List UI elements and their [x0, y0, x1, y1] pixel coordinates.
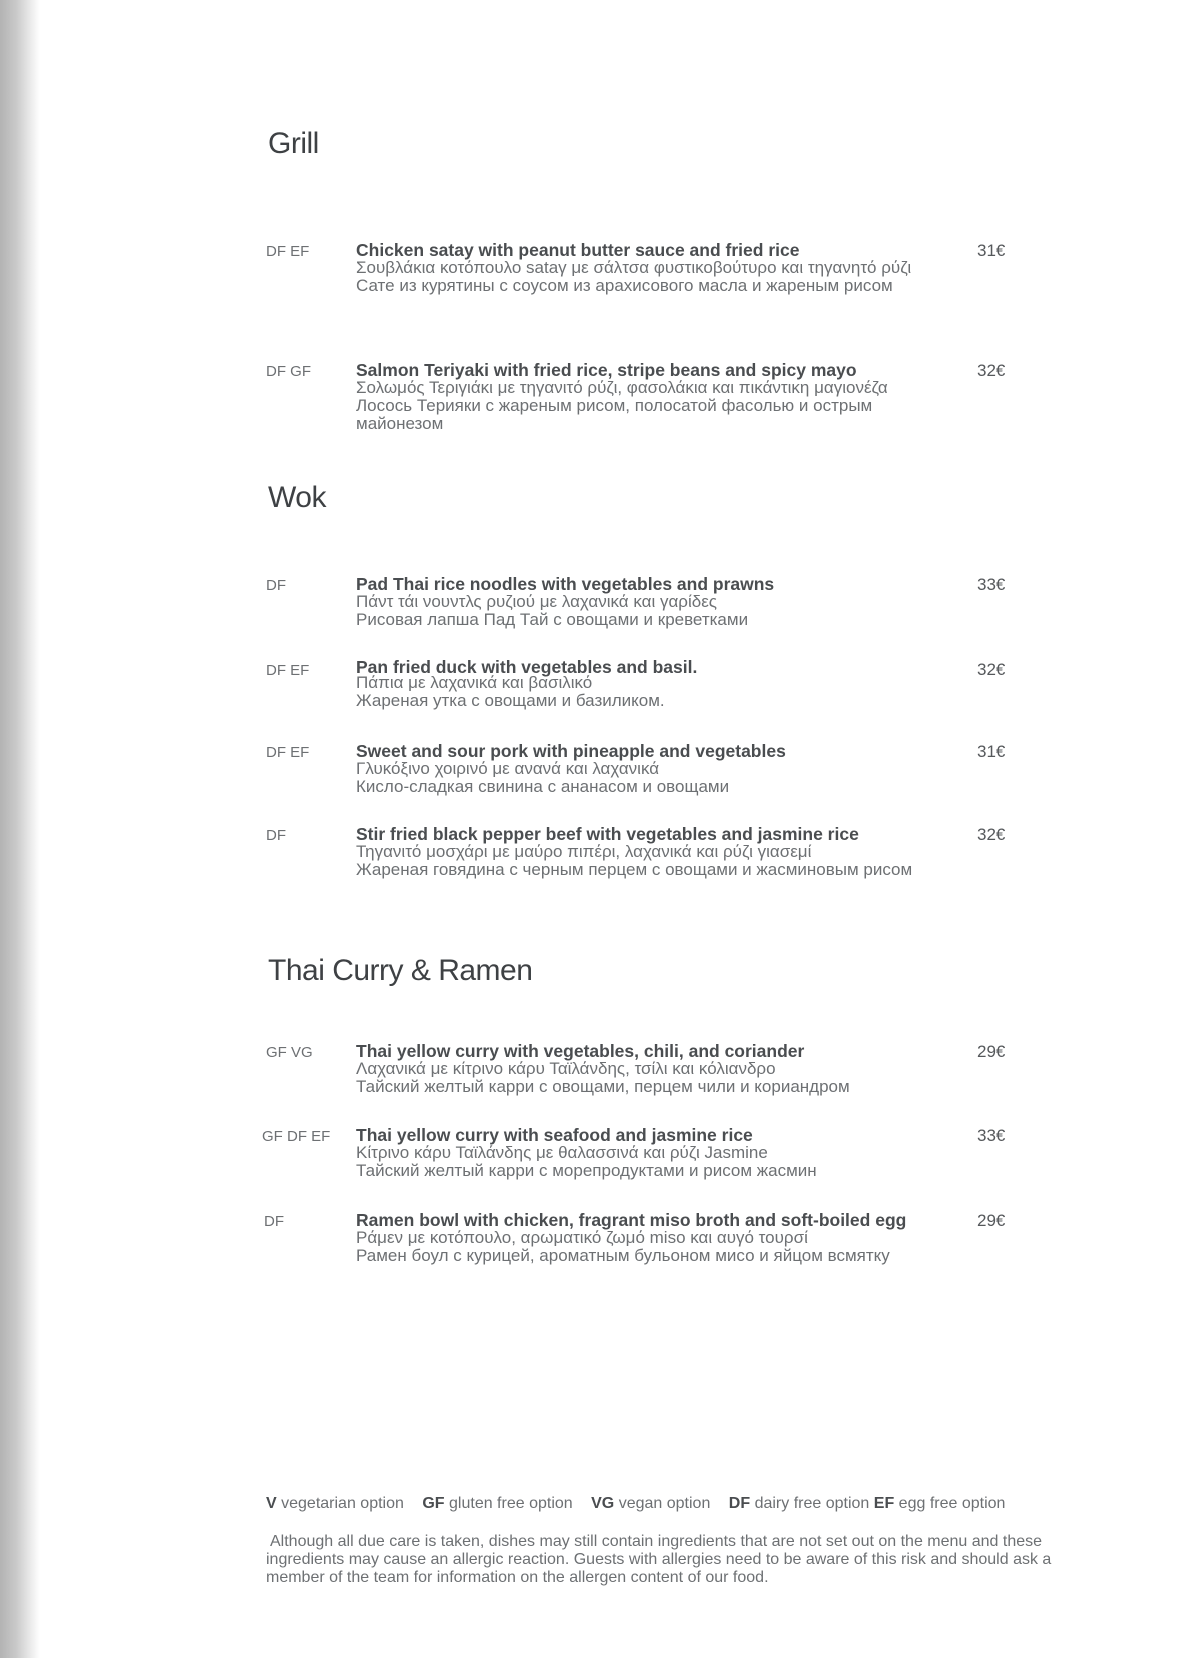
dish-name: Sweet and sour pork with pineapple and vegetables: [356, 741, 786, 761]
diet-tags: DF: [266, 577, 286, 594]
dish-name-greek: Ράμεν με κοτόπουλο, αρωματικό ζωμό miso και αυγό τουρσί: [356, 1228, 808, 1247]
dish-name-russian: Рисовая лапша Пад Тай с овощами и креветками: [356, 610, 749, 629]
diet-tags: DF EF: [266, 243, 310, 260]
section-title-grill: Grill: [268, 127, 319, 160]
legend-label: dairy free option: [754, 1495, 870, 1512]
dish-name: Stir fried black pepper beef with vegetables and jasmine rice: [356, 824, 859, 844]
legend-code: EF: [873, 1495, 895, 1512]
dish-name-greek: Πάπια με λαχανικά και βασιλικό: [356, 673, 593, 692]
dish-name: Salmon Teriyaki with fried rice, stripe beans and spicy mayo: [356, 360, 857, 380]
section-title-thai-curry-ramen: Thai Curry & Ramen: [268, 954, 533, 987]
dish-name: Ramen bowl with chicken, fragrant miso broth and soft-boiled egg: [356, 1210, 907, 1230]
dish-price: 32€: [977, 660, 1006, 679]
legend-code: VG: [591, 1495, 615, 1512]
diet-tags: DF GF: [266, 363, 311, 380]
dish-name-greek: Τηγανιτό μοσχάρι με μαύρο πιπέρι, λαχανικά και ρύζι γιασεμί: [356, 842, 812, 861]
dish-name: Chicken satay with peanut butter sauce and fried rice: [356, 240, 800, 260]
dish-price: 29€: [977, 1042, 1006, 1061]
diet-tags: DF: [264, 1213, 284, 1230]
dish-name-russian: Тайский желтый карри с морепродуктами и рисом жасмин: [356, 1161, 817, 1180]
legend-code: GF: [422, 1495, 445, 1512]
dish-name-russian: Тайский желтый карри с овощами, перцем чили и кориандром: [356, 1077, 850, 1096]
legend-label: vegetarian option: [281, 1495, 404, 1512]
dish-name-russian: Сате из курятины с соусом из арахисового масла и жареным рисом: [356, 276, 893, 295]
diet-tags: DF EF: [266, 662, 310, 679]
dish-price: 31€: [977, 742, 1006, 761]
dish-name-greek: Κίτρινο κάρυ Ταϊλάνδης με θαλασσινά και ρύζι Jasmine: [356, 1143, 768, 1162]
dish-name-russian: Рамен боул с курицей, ароматным бульоном мисо и яйцом всмятку: [356, 1246, 890, 1265]
dish-name-russian: Жареная говядина с черным перцем с овощами и жасминовым рисом: [356, 860, 913, 879]
legend-code: DF: [728, 1495, 751, 1512]
dish-name-greek: Πάντ τάι νουντλς ρυζιού με λαχανικά και γαρίδες: [356, 592, 717, 611]
legend-label: egg free option: [898, 1495, 1006, 1512]
dish-name: Thai yellow curry with vegetables, chili, and coriander: [356, 1041, 805, 1061]
dish-name-greek: Σολωμός Τεριγιάκι με τηγανιτό ρύζι, φασολάκια και πικάντικη μαγιονέζα: [356, 378, 888, 397]
dish-name: Thai yellow curry with seafood and jasmine rice: [356, 1125, 753, 1145]
dish-name: Pan fried duck with vegetables and basil.: [356, 657, 698, 677]
dish-name-russian: Жареная утка с овощами и базиликом.: [356, 691, 665, 710]
diet-tags: GF DF EF: [262, 1128, 331, 1145]
allergen-legend: [266, 1495, 1005, 1513]
dish-price: 31€: [977, 241, 1006, 260]
dish-name-greek: Λαχανικά με κίτρινο κάρυ Ταϊλάνδης, τσίλι και κόλιανδρο: [356, 1059, 776, 1078]
dish-price: 33€: [977, 1126, 1006, 1145]
diet-tags: DF EF: [266, 744, 310, 761]
dish-price: 33€: [977, 575, 1006, 594]
allergy-disclaimer: Although all due care is taken, dishes may still contain ingredients that are not set out on the menu and these ingredients may cause an allergic reaction. Guests with allergies need to be aware of this risk and should ask a member of the team for information on the allergen content of our food.: [266, 1533, 1052, 1586]
dish-price: 32€: [977, 361, 1006, 380]
legend-label: gluten free option: [449, 1495, 573, 1512]
dish-name: Pad Thai rice noodles with vegetables and prawns: [356, 574, 775, 594]
diet-tags: DF: [266, 827, 286, 844]
dish-name-greek: Σουβλάκια κοτόπουλο sataγ με σάλτσα φυστικοβούτυρο και τηγανητό ρύζι: [356, 258, 912, 277]
legend-code: V: [266, 1495, 277, 1512]
page-edge-shadow: [0, 0, 40, 1658]
dish-name-greek: Γλυκόξινο χοιρινό με ανανά και λαχανικά: [356, 759, 660, 778]
diet-tags: GF VG: [266, 1044, 313, 1061]
dish-name-russian: Лосось Терияки с жареным рисом, полосатой фасолью и острым майонезом: [356, 396, 873, 433]
legend-label: vegan option: [618, 1495, 711, 1512]
section-title-wok: Wok: [268, 481, 326, 514]
dish-price: 29€: [977, 1211, 1006, 1230]
dish-name-russian: Кисло-сладкая свинина с ананасом и овощами: [356, 777, 730, 796]
dish-price: 32€: [977, 825, 1006, 844]
